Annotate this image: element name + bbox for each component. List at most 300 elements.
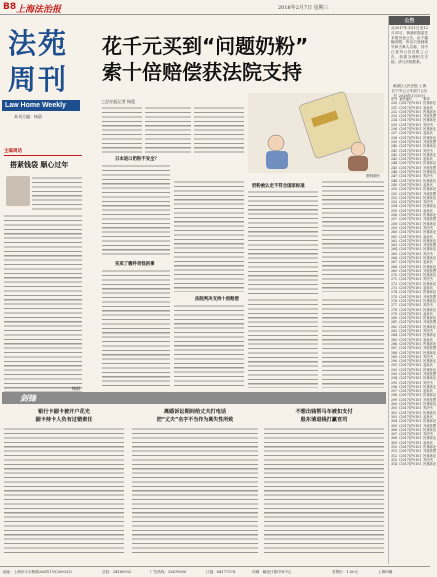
notice-cell: 民事诉讼: [423, 402, 437, 407]
bottom-article-3-text: [264, 427, 384, 555]
notice-cell: 判决书: [423, 148, 433, 153]
notice-cell: (2017)沪0101: [399, 208, 422, 213]
notice-row: [390, 346, 437, 350]
masthead: [2, 20, 82, 142]
paper-name: 上海法治报: [16, 5, 62, 15]
notice-cell: (2017)沪0101: [399, 127, 422, 132]
article-col-2c: [174, 304, 244, 388]
notice-cell: 民事诉讼: [423, 393, 437, 398]
illustration-svg: [248, 93, 384, 173]
article-col-1c: [102, 269, 170, 387]
notice-cell: 273: [391, 286, 398, 291]
notice-cell: (2017)沪0101: [399, 148, 422, 153]
col-header: 事项: [423, 97, 430, 101]
notice-cell: 238: [391, 135, 398, 140]
notice-cell: 257: [391, 217, 398, 222]
notice-cell: (2017)沪0101: [399, 440, 422, 445]
notice-cell: (2017)沪0101: [399, 436, 422, 441]
notice-cell: 民事诉讼: [423, 376, 437, 381]
notice-cell: 民事诉讼: [423, 453, 437, 458]
notice-cell: (2017)沪0101: [399, 157, 422, 162]
notice-cell: 起诉状: [423, 389, 433, 394]
article-col-4b: [322, 180, 384, 292]
masthead-title-line1: 法苑: [8, 27, 69, 60]
notice-cell: (2017)沪0101: [399, 260, 422, 265]
notice-cell: 民事诉讼: [423, 427, 437, 432]
notice-cell: 259: [391, 225, 398, 230]
notice-cell: 239: [391, 139, 398, 144]
notice-cell: 民事诉讼: [423, 109, 437, 114]
article-col-1a: [102, 106, 142, 154]
notice-cell: 开庭传票: [423, 320, 437, 325]
notice-cell: (2017)沪0101: [399, 101, 422, 106]
bottom-article-3: [264, 408, 384, 556]
notice-cell: 232: [391, 109, 398, 114]
bottom-article-1-title-2: 副卡持卡人负有过错责任: [35, 417, 93, 423]
notice-cell: 民事诉讼: [423, 144, 437, 149]
notice-cell: 260: [391, 230, 398, 235]
notice-row: [390, 419, 437, 423]
notice-cell: (2017)沪0101: [399, 303, 422, 308]
bottom-article-1: [4, 408, 124, 556]
notice-cell: 299: [391, 397, 398, 402]
article-byline: □法治报记者 杨震: [102, 99, 136, 104]
notice-row: [390, 144, 437, 148]
notice-cell: 开庭传票: [423, 191, 437, 196]
column-text: [32, 176, 82, 210]
notice-row: [390, 462, 437, 466]
subhead-1: 日本进口奶粉不安全？: [115, 157, 159, 162]
col-header: 案件编号: [399, 97, 413, 101]
notice-cell: (2017)沪0101: [399, 329, 422, 334]
notice-cell: 306: [391, 427, 398, 432]
notice-cell: 274: [391, 290, 398, 295]
notice-column: [388, 16, 437, 564]
notice-cell: 271: [391, 277, 398, 282]
notice-cell: 308: [391, 436, 398, 441]
notice-cell: (2017)沪0101: [399, 114, 422, 119]
notice-cell: (2017)沪0101: [399, 187, 422, 192]
notice-row: [390, 217, 437, 221]
notice-cell: 243: [391, 157, 398, 162]
notice-row: [390, 333, 437, 337]
notice-cell: (2017)沪0101: [399, 324, 422, 329]
notice-cell: 起诉状: [423, 105, 433, 110]
article-col-4c: [322, 298, 384, 388]
bottom-article-2-title: 离婚诉讼期间给丈夫打电话: [163, 409, 227, 415]
notice-cell: 起诉状: [423, 208, 433, 213]
notice-cell: 民事诉讼: [423, 350, 437, 355]
notice-cell: (2017)沪0101: [399, 354, 422, 359]
notice-row: [390, 174, 437, 178]
notice-cell: 312: [391, 453, 398, 458]
notice-cell: 244: [391, 161, 398, 166]
notice-cell: (2017)沪0101: [399, 402, 422, 407]
notice-cell: (2017)沪0101: [399, 174, 422, 179]
notice-cell: 起诉状: [423, 414, 433, 419]
notice-cell: (2017)沪0101: [399, 432, 422, 437]
column-text-2: [4, 214, 82, 396]
notice-cell: 起诉状: [423, 311, 433, 316]
notice-cell: 起诉状: [423, 157, 433, 162]
notice-cell: 起诉状: [423, 131, 433, 136]
notice-cell: (2017)沪0101: [399, 178, 422, 183]
bottom-article-2-title-2: 把“丈夫”名字不当作为离失性所致: [156, 417, 234, 423]
notice-cell: 276: [391, 298, 398, 303]
notice-cell: 民事诉讼: [423, 436, 437, 441]
notice-cell: (2017)沪0101: [399, 380, 422, 385]
notice-cell: 民事诉讼: [423, 204, 437, 209]
notice-cell: 开庭传票: [423, 243, 437, 248]
notice-cell: 302: [391, 410, 398, 415]
notice-cell: 235: [391, 122, 398, 127]
notice-cell: 开庭传票: [423, 139, 437, 144]
notice-table-body: [390, 101, 437, 466]
notice-cell: (2017)沪0101: [399, 406, 422, 411]
notice-cell: 301: [391, 406, 398, 411]
notice-cell: (2017)沪0101: [399, 350, 422, 355]
notice-cell: 237: [391, 131, 398, 136]
notice-row: [390, 260, 437, 264]
notice-cell: 民事诉讼: [423, 307, 437, 312]
notice-cell: (2017)沪0101: [399, 316, 422, 321]
notice-cell: 240: [391, 144, 398, 149]
notice-cell: 304: [391, 419, 398, 424]
notice-cell: 开庭传票: [423, 114, 437, 119]
notice-cell: 255: [391, 208, 398, 213]
notice-cell: 310: [391, 445, 398, 450]
notice-cell: (2017)沪0101: [399, 414, 422, 419]
notice-cell: (2017)沪0101: [399, 346, 422, 351]
notice-cell: 279: [391, 311, 398, 316]
notice-cell: (2017)沪0101: [399, 298, 422, 303]
notice-cell: 民事诉讼: [423, 178, 437, 183]
notice-cell: 292: [391, 367, 398, 372]
footer-price: 零售价：1.50元: [332, 570, 358, 574]
notice-cell: 民事诉讼: [423, 135, 437, 140]
notice-cell: 民事诉讼: [423, 221, 437, 226]
notice-cell: 民事诉讼: [423, 247, 437, 252]
notice-cell: (2017)沪0101: [399, 230, 422, 235]
notice-cell: 民事诉讼: [423, 341, 437, 346]
notice-cell: (2017)沪0101: [399, 307, 422, 312]
notice-cell: 开庭传票: [423, 397, 437, 402]
notice-cell: 民事诉讼: [423, 161, 437, 166]
notice-cell: 起诉状: [423, 260, 433, 265]
notice-cell: 262: [391, 238, 398, 243]
notice-cell: 民事诉讼: [423, 273, 437, 278]
notice-cell: 民事诉讼: [423, 187, 437, 192]
notice-row: [390, 376, 437, 380]
notice-cell: 288: [391, 350, 398, 355]
notice-cell: 起诉状: [423, 182, 433, 187]
notice-cell: 230: [391, 101, 398, 106]
issue-date: 2018年2月7日 星期三: [278, 5, 329, 11]
notice-cell: 277: [391, 303, 398, 308]
notice-cell: 250: [391, 187, 398, 192]
page-header: [0, 0, 430, 15]
subhead-4: 法院判决支持十倍赔偿: [195, 297, 239, 302]
footer-sub: 订阅：64177374: [206, 570, 236, 574]
notice-cell: 开庭传票: [423, 423, 437, 428]
notice-cell: (2017)沪0101: [399, 277, 422, 282]
notice-cell: 判决书: [423, 225, 433, 230]
notice-cell: 298: [391, 393, 398, 398]
notice-cell: 民事诉讼: [423, 264, 437, 269]
notice-footer: 黄浦区人民法院 上海长宁中心公安部门公告栏 2018年1月30日: [391, 84, 428, 98]
notice-cell: 261: [391, 234, 398, 239]
notice-cell: (2017)沪0101: [399, 268, 422, 273]
notice-cell: 264: [391, 247, 398, 252]
editor-column: [4, 148, 82, 391]
notice-cell: (2017)沪0101: [399, 195, 422, 200]
notice-cell: (2017)沪0101: [399, 384, 422, 389]
notice-cell: 开庭传票: [423, 449, 437, 454]
notice-cell: (2017)沪0101: [399, 397, 422, 402]
notice-cell: (2017)沪0101: [399, 152, 422, 157]
notice-cell: 283: [391, 329, 398, 334]
masthead-english: Law Home Weekly: [2, 100, 80, 111]
notice-cell: 开庭传票: [423, 268, 437, 273]
notice-cell: 285: [391, 337, 398, 342]
footer-phone: 总机：34160932: [102, 570, 132, 574]
notice-cell: 判决书: [423, 380, 433, 385]
notice-cell: 民事诉讼: [423, 281, 437, 286]
page-footer: [0, 566, 430, 577]
notice-cell: 民事诉讼: [423, 101, 437, 106]
notice-cell: 303: [391, 414, 398, 419]
notice-cell: (2017)沪0101: [399, 273, 422, 278]
notice-cell: 246: [391, 170, 398, 175]
bottom-article-3-title-2: 股东请退钱打赢官司: [300, 417, 348, 423]
notice-cell: 判决书: [423, 277, 433, 282]
notice-cell: (2017)沪0101: [399, 109, 422, 114]
notice-cell: 248: [391, 178, 398, 183]
notice-cell: 民事诉讼: [423, 410, 437, 415]
notice-row: [390, 101, 437, 105]
notice-cell: 296: [391, 384, 398, 389]
notice-cell: 245: [391, 165, 398, 170]
notice-title: 公告: [389, 16, 430, 25]
bottom-article-3-title: 不想出钱帮马车被扣支付: [295, 409, 353, 415]
notice-cell: 民事诉讼: [423, 238, 437, 243]
article-col-2b: [174, 180, 244, 292]
article-col-1b: [102, 164, 170, 256]
notice-cell: (2017)沪0101: [399, 118, 422, 123]
notice-cell: (2017)沪0101: [399, 247, 422, 252]
notice-row: [390, 449, 437, 453]
notice-cell: (2017)沪0101: [399, 376, 422, 381]
masthead-editor: 本刊主编：杨晨: [14, 114, 42, 119]
notice-cell: (2017)沪0101: [399, 281, 422, 286]
notice-cell: 判决书: [423, 432, 433, 437]
notice-cell: (2017)沪0101: [399, 427, 422, 432]
notice-cell: 民事诉讼: [423, 359, 437, 364]
notice-cell: 313: [391, 457, 398, 462]
notice-cell: 判决书: [423, 406, 433, 411]
article-col-3a: [194, 106, 244, 154]
notice-cell: 286: [391, 341, 398, 346]
notice-cell: 314: [391, 462, 398, 467]
masthead-title: [2, 20, 80, 98]
notice-cell: 247: [391, 174, 398, 179]
notice-cell: (2017)沪0101: [399, 449, 422, 454]
notice-cell: 265: [391, 251, 398, 256]
notice-cell: 278: [391, 307, 398, 312]
notice-cell: 272: [391, 281, 398, 286]
notice-cell: 242: [391, 152, 398, 157]
notice-cell: (2017)沪0101: [399, 204, 422, 209]
notice-cell: (2017)沪0101: [399, 135, 422, 140]
notice-cell: 开庭传票: [423, 217, 437, 222]
notice-cell: 民事诉讼: [423, 367, 437, 372]
notice-cell: (2017)沪0101: [399, 238, 422, 243]
notice-cell: (2017)沪0101: [399, 367, 422, 372]
notice-cell: 241: [391, 148, 398, 153]
notice-cell: 民事诉讼: [423, 127, 437, 132]
bottom-section-label: 剑锋: [20, 394, 36, 403]
notice-cell: (2017)沪0101: [399, 419, 422, 424]
notice-cell: (2017)沪0101: [399, 122, 422, 127]
notice-cell: 282: [391, 324, 398, 329]
notice-table: [390, 97, 437, 467]
notice-cell: (2017)沪0101: [399, 320, 422, 325]
notice-cell: 270: [391, 273, 398, 278]
notice-cell: 起诉状: [423, 234, 433, 239]
headline-line2: 索十倍赔偿获法院支持: [102, 60, 302, 84]
notice-cell: 281: [391, 320, 398, 325]
notice-cell: 252: [391, 195, 398, 200]
notice-cell: 民事诉讼: [423, 290, 437, 295]
notice-cell: (2017)沪0101: [399, 393, 422, 398]
notice-cell: 民事诉讼: [423, 333, 437, 338]
notice-cell: 民事诉讼: [423, 118, 437, 123]
page-code: B8: [3, 2, 17, 12]
bottom-article-2: [132, 408, 258, 556]
notice-row: [390, 303, 437, 307]
notice-cell: (2017)沪0101: [399, 161, 422, 166]
notice-cell: 291: [391, 363, 398, 368]
subhead-3: 买卖了哪件奇怪的事: [115, 262, 155, 267]
notice-cell: 287: [391, 346, 398, 351]
notice-cell: 判决书: [423, 354, 433, 359]
notice-cell: 民事诉讼: [423, 230, 437, 235]
notice-cell: 233: [391, 114, 398, 119]
notice-cell: (2017)沪0101: [399, 389, 422, 394]
notice-cell: (2017)沪0101: [399, 221, 422, 226]
notice-cell: 判决书: [423, 174, 433, 179]
notice-cell: 295: [391, 380, 398, 385]
notice-cell: 269: [391, 268, 398, 273]
notice-cell: 284: [391, 333, 398, 338]
footer-ad: 广告热线：33670000: [150, 570, 187, 574]
bottom-band: [2, 392, 386, 404]
notice-cell: 开庭传票: [423, 346, 437, 351]
notice-cell: 305: [391, 423, 398, 428]
notice-cell: 开庭传票: [423, 165, 437, 170]
notice-cell: 判决书: [423, 122, 433, 127]
notice-cell: 民事诉讼: [423, 384, 437, 389]
notice-cell: 起诉状: [423, 363, 433, 368]
col-header: 序号: [391, 97, 398, 101]
notice-cell: 民事诉讼: [423, 298, 437, 303]
column-title: 搭紧钱袋 顺心过年: [10, 161, 69, 169]
photo-credit: 资料图片: [366, 174, 381, 178]
notice-cell: (2017)沪0101: [399, 217, 422, 222]
notice-row: [390, 187, 437, 191]
notice-cell: 307: [391, 432, 398, 437]
notice-cell: 民事诉讼: [423, 462, 437, 467]
article-col-3b: [248, 190, 318, 294]
notice-cell: 民事诉讼: [423, 152, 437, 157]
notice-cell: 民事诉讼: [423, 324, 437, 329]
notice-cell: 280: [391, 316, 398, 321]
subhead-2: 奶粉被认定不符合国家标准: [252, 184, 305, 189]
notice-cell: 起诉状: [423, 440, 433, 445]
notice-cell: 民事诉讼: [423, 445, 437, 450]
milk-powder-illustration: [248, 93, 384, 173]
column-author: 杨晨: [72, 386, 80, 391]
notice-cell: (2017)沪0101: [399, 462, 422, 467]
notice-cell: (2017)沪0101: [399, 165, 422, 170]
notice-cell: (2017)沪0101: [399, 144, 422, 149]
notice-cell: 300: [391, 402, 398, 407]
notice-cell: 判决书: [423, 200, 433, 205]
notice-cell: (2017)沪0101: [399, 234, 422, 239]
notice-cell: 开庭传票: [423, 294, 437, 299]
notice-cell: 297: [391, 389, 398, 394]
notice-cell: (2017)沪0101: [399, 445, 422, 450]
notice-cell: (2017)沪0101: [399, 170, 422, 175]
notice-cell: 民事诉讼: [423, 195, 437, 200]
notice-cell: 判决书: [423, 251, 433, 256]
bottom-article-1-text: [4, 427, 124, 555]
notice-cell: 256: [391, 213, 398, 218]
footer-address: 地址：上海市小木桥路268弄1号(200032): [3, 570, 72, 574]
notice-cell: (2017)沪0101: [399, 423, 422, 428]
notice-cell: (2017)沪0101: [399, 372, 422, 376]
notice-cell: (2017)沪0101: [399, 105, 422, 110]
notice-cell: 民事诉讼: [423, 419, 437, 424]
notice-cell: (2017)沪0101: [399, 341, 422, 346]
notice-cell: (2017)沪0101: [399, 213, 422, 218]
article-col-2a: [145, 106, 191, 154]
notice-cell: (2017)沪0101: [399, 359, 422, 364]
notice-cell: 294: [391, 376, 398, 381]
notice-cell: (2017)沪0101: [399, 191, 422, 196]
notice-cell: 275: [391, 294, 398, 299]
notice-cell: 268: [391, 264, 398, 269]
notice-cell: (2017)沪0101: [399, 139, 422, 144]
notice-cell: 民事诉讼: [423, 213, 437, 218]
notice-cell: 民事诉讼: [423, 255, 437, 260]
masthead-title-line2: 周刊: [8, 63, 69, 96]
notice-cell: 起诉状: [423, 337, 433, 342]
notice-cell: 234: [391, 118, 398, 123]
notice-cell: (2017)沪0101: [399, 182, 422, 187]
notice-cell: 290: [391, 359, 398, 364]
notice-cell: 263: [391, 243, 398, 248]
notice-cell: (2017)沪0101: [399, 294, 422, 299]
notice-cell: 判决书: [423, 303, 433, 308]
notice-cell: (2017)沪0101: [399, 363, 422, 368]
notice-cell: 民事诉讼: [423, 170, 437, 175]
notice-cell: (2017)沪0101: [399, 410, 422, 415]
notice-cell: (2017)沪0101: [399, 255, 422, 260]
notice-cell: 311: [391, 449, 398, 454]
column-brand: 主编周话: [4, 148, 82, 156]
notice-cell: (2017)沪0101: [399, 225, 422, 230]
